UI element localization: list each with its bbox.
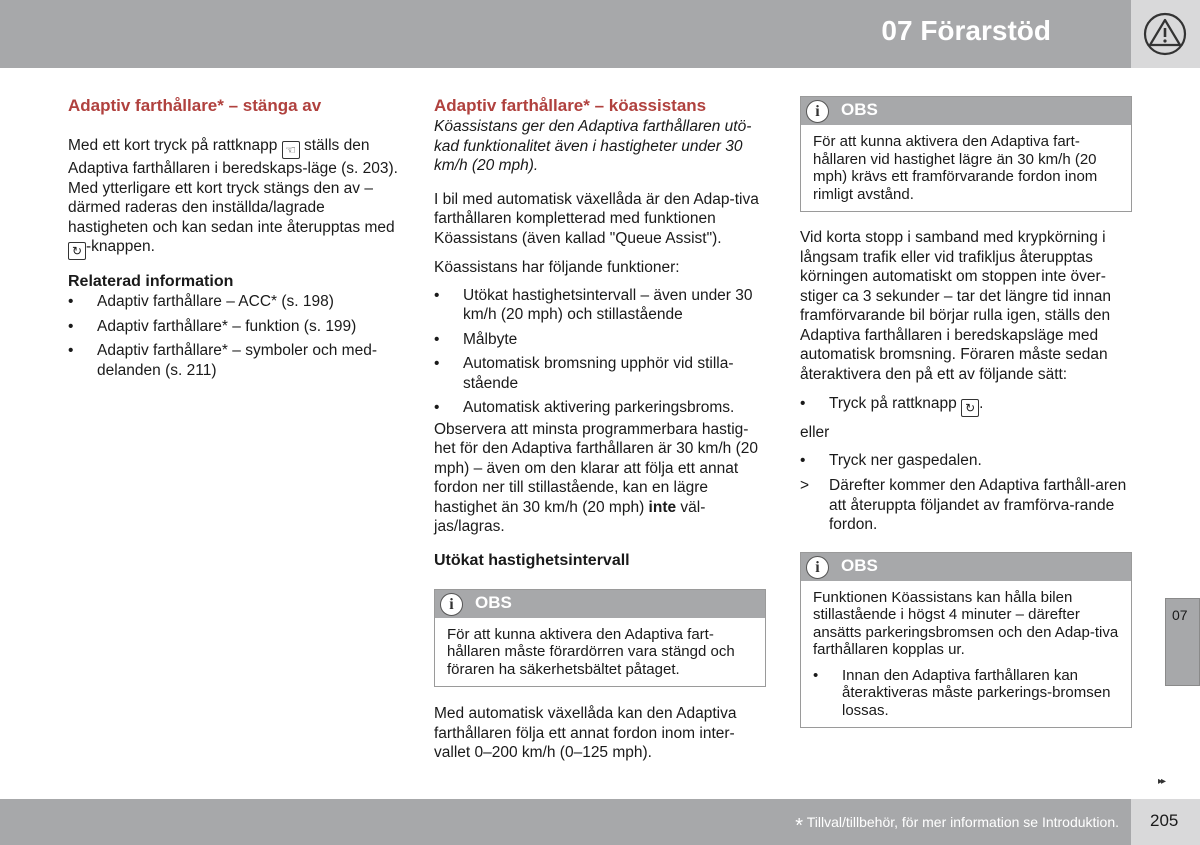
queue-assist-paragraph-3 xyxy=(434,420,766,537)
obs-note-header xyxy=(435,590,765,618)
chapter-title: 07 Förarstöd xyxy=(881,15,1051,46)
obs-note-box xyxy=(800,96,1132,212)
feature-item xyxy=(434,398,766,418)
footer-note xyxy=(795,814,1119,838)
text-span: . xyxy=(979,395,984,412)
section-heading-queue-assist: Adaptiv farthållare* – köassistans xyxy=(434,96,707,115)
obs-note-body xyxy=(801,581,1131,728)
text-span: Därefter kommer den Adaptiva farthåll-aren att återuppta följandet av framförva-rande fordon. xyxy=(829,477,1127,533)
obs-note-text: För att kunna aktivera den Adaptiva fart-hållaren måste förardörren vara stängd och föraren ha säkerhetsbältet påtaget. xyxy=(447,625,735,678)
bullet: • xyxy=(68,317,74,335)
reactivate-options-list-2 xyxy=(800,451,1132,535)
obs-note-text: Funktionen Köassistans kan hålla bilen stillastående i högst 4 minuter – därefter ansätts parkeringsbromsen och den Adap-tiva farthållaren kopplas ur. xyxy=(813,588,1119,658)
related-link-text: Adaptiv farthållare – ACC* (s. 198) xyxy=(97,293,334,310)
obs-label: OBS xyxy=(841,100,878,119)
resume-button-icon: ↻ xyxy=(68,242,86,260)
info-icon: i xyxy=(806,556,829,579)
column-middle xyxy=(434,95,766,763)
feature-item xyxy=(434,330,766,350)
text-span: Observera att minsta programmerbara hastig-het för den Adaptiva farthållaren är 30 km/h (20 mph) – även om den klarar att följa ett annat fordon ner till stillastående, kan en lägre hastighet än 30 km/h (20 mph) xyxy=(434,420,758,516)
queue-assist-paragraph-2: Köassistans har följande funktioner: xyxy=(434,259,680,276)
related-link-acc[interactable] xyxy=(68,292,398,312)
text-span: Tryck ner gaspedalen. xyxy=(829,451,982,469)
obs-note-text: För att kunna aktivera den Adaptiva fart-hållaren vid hastighet lägre än 30 km/h (20 mph) krävs ett framförvarande fordon inom rimligt avstånd. xyxy=(813,133,1098,203)
bullet: • xyxy=(68,342,74,359)
chapter-side-tab-label: 07 xyxy=(1172,607,1188,623)
result-marker: > xyxy=(800,477,810,494)
text-span: Med ett kort tryck på rattknapp xyxy=(68,137,282,154)
warning-triangle-icon xyxy=(1143,12,1187,56)
related-link-symbols[interactable] xyxy=(68,341,398,380)
reactivate-options-list xyxy=(800,394,1132,417)
related-link-text: Adaptiv farthållare* – symboler och med-delanden (s. 211) xyxy=(97,342,377,379)
feature-text: Automatisk aktivering parkeringsbroms. xyxy=(463,399,735,416)
feature-item xyxy=(434,354,766,393)
related-link-function[interactable] xyxy=(68,317,398,337)
text-span: -knappen. xyxy=(86,238,155,255)
turn-off-paragraph xyxy=(68,136,398,260)
bullet: • xyxy=(434,286,440,304)
column-right xyxy=(800,96,1132,728)
obs-note-header xyxy=(801,553,1131,581)
queue-assist-paragraph-1: I bil med automatisk växellåda är den Adap-tiva farthållaren kompletterad med funktionen Köassistans (även kallad "Queue Assist"). xyxy=(434,190,759,247)
column-left xyxy=(68,95,398,380)
page-number-box xyxy=(1131,799,1200,845)
info-icon: i xyxy=(806,100,829,123)
extended-speed-heading: Utökat hastighetsintervall xyxy=(434,551,630,569)
bullet: • xyxy=(800,451,806,469)
reactivate-option xyxy=(800,451,1132,471)
next-page-arrows-icon: ▸▸ xyxy=(1158,776,1165,787)
steering-button-icon: ☜ xyxy=(282,141,300,159)
feature-item xyxy=(434,286,766,325)
chapter-side-tab[interactable] xyxy=(1165,598,1200,686)
result-item xyxy=(800,476,1132,535)
bullet: • xyxy=(800,395,806,412)
related-link-text: Adaptiv farthållare* – funktion (s. 199) xyxy=(97,317,357,335)
obs-label: OBS xyxy=(841,555,878,575)
feature-text: Målbyte xyxy=(463,330,518,348)
bullet: • xyxy=(434,330,440,348)
stop-go-paragraph: Vid korta stopp i samband med krypkörning i långsam trafik eller vid trafikljus återupptas körningen automatiskt om stoppen inte över-stiger ca 3 sekunder – tar det längre tid innan framförvarande bil börjar rulla igen, ställs den Adaptiva farthållaren i beredskapsläge med automatisk bromsning. Föraren måste sedan återaktivera den på ett av följande sätt: xyxy=(800,229,1112,383)
related-info-list xyxy=(68,292,398,380)
footer-star: * xyxy=(795,815,804,837)
text-span: ställs den Adaptiva farthållaren i beredskaps-läge (s. 203). Med ytterligare ett kort tryck stängs den av – därmed raderas den inställda/lagrade hastigheten och kan sedan inte återupptas med xyxy=(68,137,398,236)
bullet: • xyxy=(68,293,74,310)
bullet: • xyxy=(434,355,440,372)
obs-note-box xyxy=(434,589,766,688)
emphasis-text: inte xyxy=(648,498,677,516)
feature-text: Automatisk bromsning upphör vid stilla-stående xyxy=(463,355,734,392)
obs-bullet-list xyxy=(813,667,1119,720)
text-span: väl-jas/lagras. xyxy=(434,498,706,535)
chapter-header xyxy=(0,0,1131,68)
page-footer xyxy=(0,799,1131,845)
text-span: Tryck på rattknapp xyxy=(829,395,962,412)
queue-assist-intro: Köassistans ger den Adaptiva farthållaren utö-kad funktionalitet även i hastigheter under 30 km/h (20 mph). xyxy=(434,118,752,174)
feature-text: Utökat hastighetsintervall – även under 30 km/h (20 mph) och stillastående xyxy=(463,286,753,323)
obs-note-header xyxy=(801,97,1131,125)
section-heading-turn-off: Adaptiv farthållare* – stänga av xyxy=(68,96,322,115)
bullet: • xyxy=(434,399,440,416)
footer-note-text: Tillval/tillbehör, för mer information se Introduktion. xyxy=(806,814,1119,830)
obs-note-box xyxy=(800,552,1132,729)
page-number: 205 xyxy=(1150,811,1179,830)
text-span: Innan den Adaptiva farthållaren kan återaktiveras måste parkerings-bromsen lossas. xyxy=(842,666,1111,719)
obs-bullet-item xyxy=(813,667,1119,720)
related-info-heading: Relaterad information xyxy=(68,273,234,290)
resume-button-icon: ↻ xyxy=(961,399,979,417)
chapter-icon-box xyxy=(1131,0,1200,68)
obs-label: OBS xyxy=(475,592,512,612)
features-list xyxy=(434,286,766,418)
queue-assist-paragraph-4: Med automatisk växellåda kan den Adaptiva farthållaren följa ett annat fordon inom inter-vallet 0–200 km/h (0–125 mph). xyxy=(434,705,737,761)
bullet: • xyxy=(813,666,819,684)
or-text: eller xyxy=(800,424,830,441)
info-icon: i xyxy=(440,593,463,616)
reactivate-option xyxy=(800,394,1132,417)
